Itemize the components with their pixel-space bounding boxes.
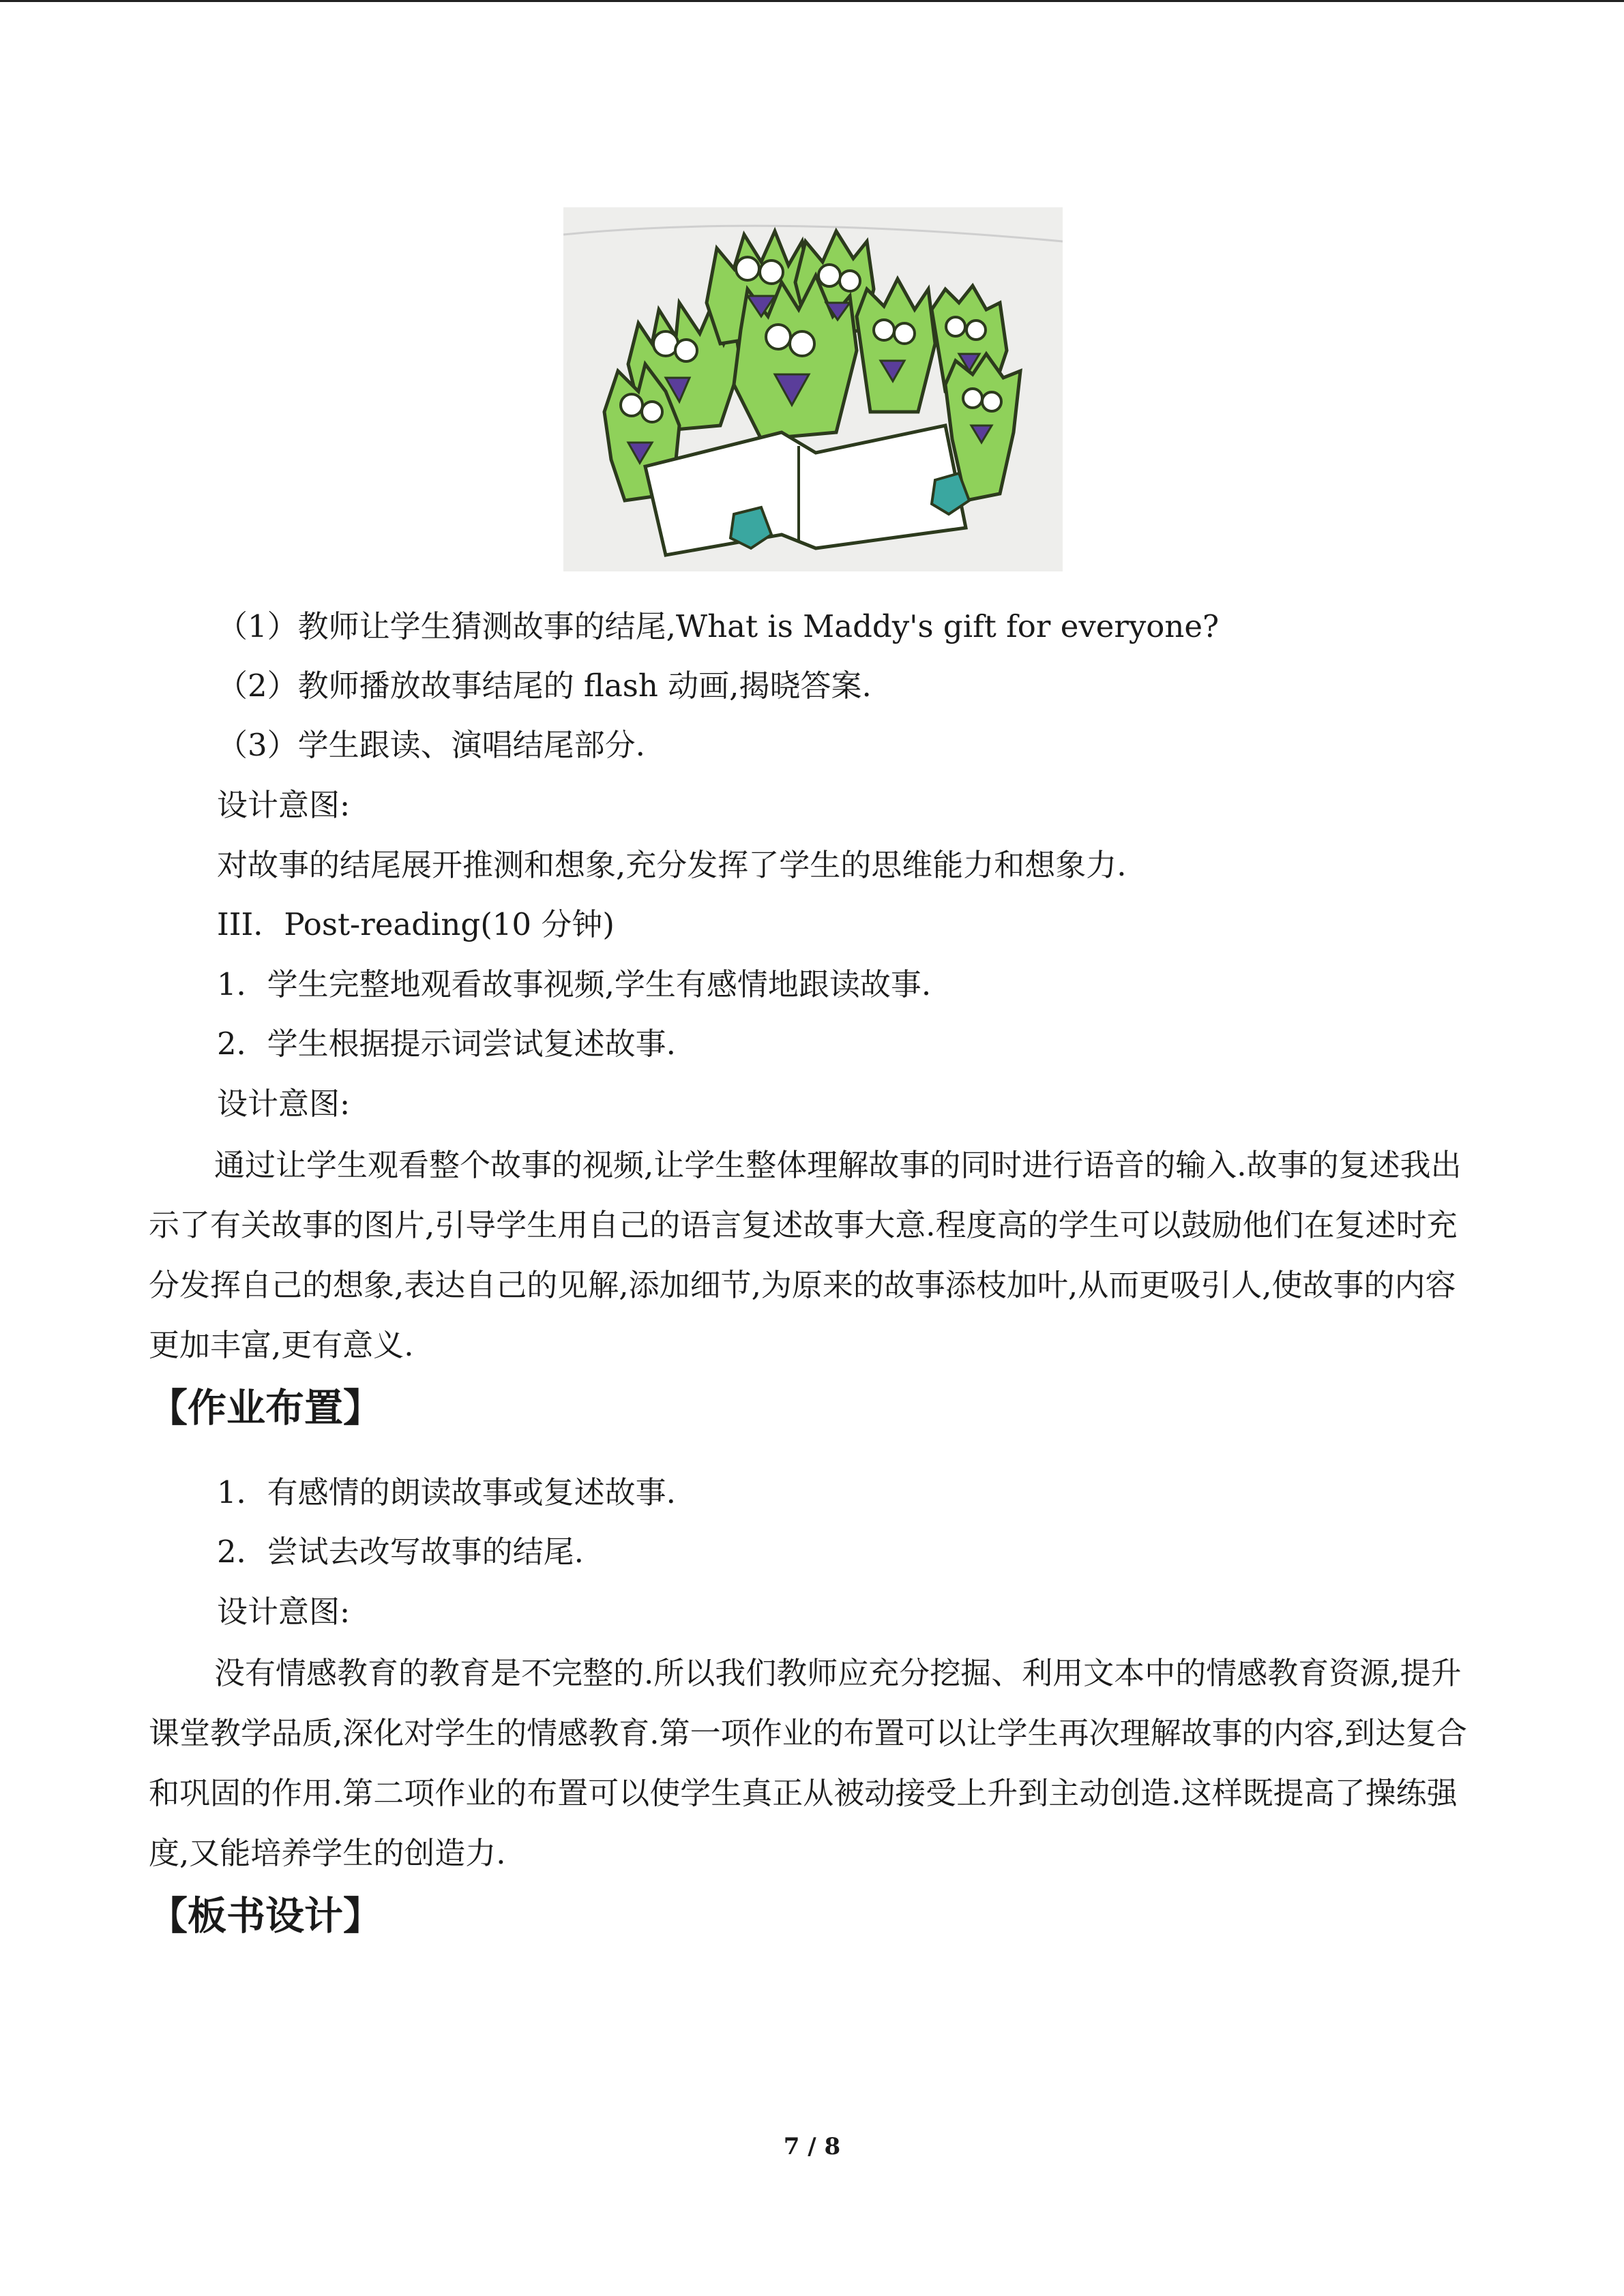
- question-item-3: （3）学生跟读、演唱结尾部分.: [217, 727, 645, 763]
- homework-design-label: 设计意图:: [217, 1594, 351, 1630]
- homework-design-text: 没有情感教育的教育是不完整的.所以我们教师应充分挖掘、利用文本中的情感教育资源,提升课堂教学品质,深化对学生的情感教育.第一项作业的布置可以让学生再次理解故事的内容,到达复合和巩固的作用.第二项作业的布置可以使学生真正从被动接受上升到主动创造.这样既提高了操练强度,又能培养学生的创造力.: [149, 1655, 1467, 1871]
- post-reading-item-2: 2．学生根据提示词尝试复述故事.: [217, 1026, 676, 1062]
- page-number: 7 / 8: [783, 2133, 841, 2160]
- homework-item-1: 1．有感情的朗读故事或复述故事.: [217, 1474, 676, 1510]
- board-design-heading: 【板书设计】: [149, 1894, 382, 1939]
- post-reading-item-1: 1．学生完整地观看故事视频,学生有感情地跟读故事.: [217, 966, 932, 1002]
- design-intent-text-2: 通过让学生观看整个故事的视频,让学生整体理解故事的同时进行语音的输入.故事的复述我出示了有关故事的图片,引导学生用自己的语言复述故事大意.程度高的学生可以鼓励他们在复述时充分发挥自己的想象,表达自己的见解,添加细节,为原来的故事添枝加叶,从而更吸引人,使故事的内容更加丰富,更有意义.: [149, 1147, 1462, 1363]
- page-top-border: [0, 0, 1624, 2]
- design-intent-text-1: 对故事的结尾展开推测和想象,充分发挥了学生的思维能力和想象力.: [217, 847, 1127, 883]
- design-intent-label-1: 设计意图:: [217, 787, 351, 823]
- question-item-1: （1）教师让学生猜测故事的结尾,What is Maddy's gift for everyone?: [217, 608, 1220, 644]
- monsters-reading-book-illustration: [563, 207, 1063, 571]
- design-intent-label-2: 设计意图:: [217, 1086, 351, 1122]
- homework-heading: 【作业布置】: [149, 1386, 382, 1431]
- question-item-2: （2）教师播放故事结尾的 flash 动画,揭晓答案.: [217, 668, 872, 704]
- section-post-reading-title: III．Post-reading(10 分钟): [217, 906, 615, 942]
- homework-item-2: 2．尝试去改写故事的结尾.: [217, 1534, 584, 1570]
